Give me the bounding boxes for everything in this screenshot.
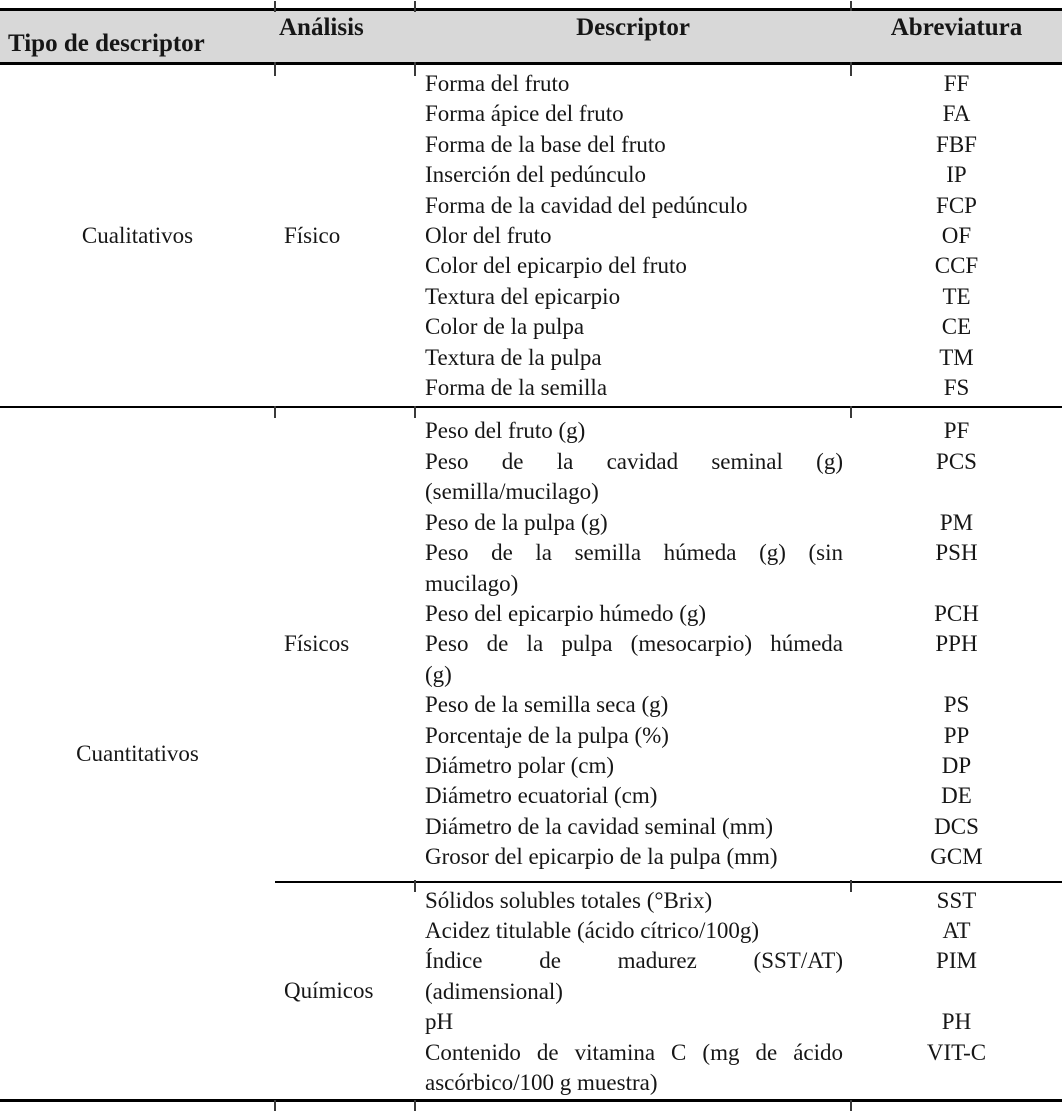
descriptor-cell: [415, 690, 851, 720]
abreviatura-cell: SST: [851, 882, 1062, 916]
abreviatura-cell: PF: [851, 407, 1062, 446]
descriptor-text-line: Índice de madurez (SST/AT): [425, 948, 843, 974]
table-grid-tick: [274, 406, 276, 418]
abreviatura-cell: FF: [943, 71, 970, 96]
abreviatura-cell: PP: [943, 722, 970, 748]
abreviatura-cell: PCS: [936, 448, 977, 474]
abreviatura-cell: PCH: [934, 600, 979, 626]
abreviatura-cell: DCS: [934, 813, 979, 839]
descriptor-cell: [415, 882, 851, 916]
abreviatura-cell: TE: [942, 283, 971, 309]
descriptor-cell: [415, 751, 851, 781]
descriptor-cell: [415, 842, 851, 881]
analisis-cell: Físicos: [275, 407, 415, 881]
header-abreviatura: Abreviatura: [851, 10, 1062, 64]
descriptor-text-line: Sólidos solubles totales (°Brix): [425, 887, 713, 913]
abreviatura-cell: PS: [943, 692, 970, 718]
descriptor-text-line: ascórbico/100 g muestra): [425, 1070, 658, 1095]
descriptor-text-line: Forma de la cavidad del pedúnculo: [425, 192, 748, 218]
descriptor-cell: [415, 538, 851, 599]
abreviatura-cell: PM: [939, 509, 974, 535]
descriptor-cell: [415, 130, 851, 160]
table-grid-tick: [414, 62, 416, 76]
header-tipo-de-descriptor: Tipo de descriptor: [0, 10, 275, 64]
table-grid-tick: [850, 62, 852, 76]
descriptor-text-line: Forma del fruto: [425, 71, 570, 96]
descriptor-text-line: Forma ápice del fruto: [425, 101, 624, 127]
descriptor-text-line: Olor del fruto: [425, 223, 552, 249]
descriptor-text-line: (semilla/mucilago): [425, 479, 599, 505]
abreviatura-cell: IP: [946, 162, 967, 188]
table-row: [0, 64, 1062, 100]
descriptor-text-line: Peso de la pulpa (g): [425, 509, 608, 535]
descriptor-cell: [415, 343, 851, 373]
descriptor-cell: [415, 282, 851, 312]
descriptor-text-line: Porcentaje de la pulpa (%): [425, 722, 669, 748]
table-grid-tick: [850, 880, 852, 892]
descriptor-cell: [415, 812, 851, 842]
descriptor-text-line: Forma de la base del fruto: [425, 131, 666, 157]
table-header: [0, 10, 1062, 64]
descriptor-cell: [415, 508, 851, 538]
table-grid-tick: [414, 1, 416, 12]
header-row: [0, 10, 1062, 64]
abreviatura-cell: CE: [941, 314, 972, 340]
abreviatura-cell: CCF: [934, 253, 979, 279]
descriptor-cell: [415, 191, 851, 221]
descriptor-cell: [415, 373, 851, 407]
abreviatura-cell: GCM: [930, 844, 983, 870]
abreviatura-cell: FA: [942, 101, 971, 127]
abreviatura-cell: FCP: [936, 192, 977, 218]
descriptor-text-line: (g): [425, 661, 452, 687]
descriptor-text-line: Peso de la pulpa (mesocarpio) húmeda: [425, 631, 843, 657]
descriptor-text-line: Color del epicarpio del fruto: [425, 253, 687, 279]
descriptor-text-line: Diámetro de la cavidad seminal (mm): [425, 813, 774, 839]
abreviatura-cell: PH: [941, 1009, 972, 1035]
descriptor-text-line: Inserción del pedúnculo: [425, 162, 646, 188]
abreviatura-cell: PPH: [935, 631, 978, 657]
descriptor-text-line: Peso de la semilla húmeda (g) (sin: [425, 540, 843, 566]
descriptor-text-line: Forma de la semilla: [425, 375, 608, 401]
descriptor-cell: [415, 221, 851, 251]
abreviatura-cell: PIM: [936, 948, 977, 974]
descriptor-cell: [415, 64, 851, 100]
descriptor-text-line: Contenido de vitamina C (mg de ácido: [425, 1039, 843, 1065]
table-grid-tick: [274, 62, 276, 76]
table-grid-tick: [414, 406, 416, 418]
abreviatura-cell: DP: [941, 752, 972, 778]
abreviatura-cell: DE: [941, 783, 972, 809]
descriptor-cell: [415, 1007, 851, 1037]
descriptor-table: [0, 8, 1062, 1102]
descriptor-text-line: Acidez titulable (ácido cítrico/100g): [425, 917, 760, 943]
table-grid-tick: [274, 1100, 276, 1111]
descriptor-text-line: Peso del epicarpio húmedo (g): [425, 600, 707, 626]
abreviatura-cell: FBF: [936, 131, 977, 157]
analisis-cell: Químicos: [275, 882, 415, 1101]
descriptor-cell: [415, 407, 851, 446]
descriptor-cell: [415, 312, 851, 342]
tipo-de-descriptor-cell: Cualitativos: [81, 222, 194, 248]
header-descriptor: Descriptor: [415, 10, 851, 64]
table-body: [0, 64, 1062, 1101]
analisis-cell: Físico: [284, 222, 341, 248]
descriptor-text-line: Peso de la cavidad seminal (g): [425, 448, 843, 474]
descriptor-cell: [415, 251, 851, 281]
descriptor-cell: [415, 946, 851, 1007]
abreviatura-cell: AT: [942, 917, 971, 943]
abreviatura-cell: FS: [943, 375, 970, 401]
descriptor-text-line: (adimensional): [425, 978, 563, 1004]
table-grid-tick: [850, 1100, 852, 1111]
descriptor-cell: [415, 629, 851, 690]
descriptor-text-line: Textura del epicarpio: [425, 283, 621, 309]
descriptor-cell: [415, 916, 851, 946]
table-grid-tick: [414, 1100, 416, 1111]
descriptor-text-line: Textura de la pulpa: [425, 344, 602, 370]
abreviatura-cell: TM: [939, 344, 974, 370]
descriptor-text-line: Diámetro polar (cm): [425, 752, 615, 778]
abreviatura-cell: PSH: [935, 540, 978, 566]
descriptor-cell: [415, 99, 851, 129]
tipo-de-descriptor-cell: Cuantitativos: [0, 407, 275, 1100]
descriptor-table-wrap: [0, 8, 1062, 1102]
table-grid-tick: [850, 406, 852, 418]
table-grid-tick: [414, 880, 416, 892]
descriptor-text-line: mucilago): [425, 570, 519, 596]
descriptor-cell: [415, 1038, 851, 1101]
descriptor-cell: [415, 721, 851, 751]
descriptor-text-line: Peso del fruto (g): [425, 418, 586, 444]
descriptor-cell: [415, 781, 851, 811]
descriptor-text-line: Peso de la semilla seca (g): [425, 692, 669, 718]
descriptor-text-line: pH: [425, 1009, 454, 1035]
header-analisis: Análisis: [275, 10, 415, 64]
abreviatura-cell: OF: [941, 223, 972, 249]
table-grid-tick: [274, 1, 276, 12]
table-row: [0, 407, 1062, 446]
descriptor-cell: [415, 160, 851, 190]
descriptor-text-line: Grosor del epicarpio de la pulpa (mm): [425, 844, 778, 870]
descriptor-text-line: Diámetro ecuatorial (cm): [425, 783, 658, 809]
descriptor-cell: [415, 447, 851, 508]
descriptor-text-line: Color de la pulpa: [425, 314, 585, 340]
abreviatura-cell: VIT-C: [926, 1039, 987, 1065]
descriptor-cell: [415, 599, 851, 629]
table-grid-tick: [850, 1, 852, 11]
